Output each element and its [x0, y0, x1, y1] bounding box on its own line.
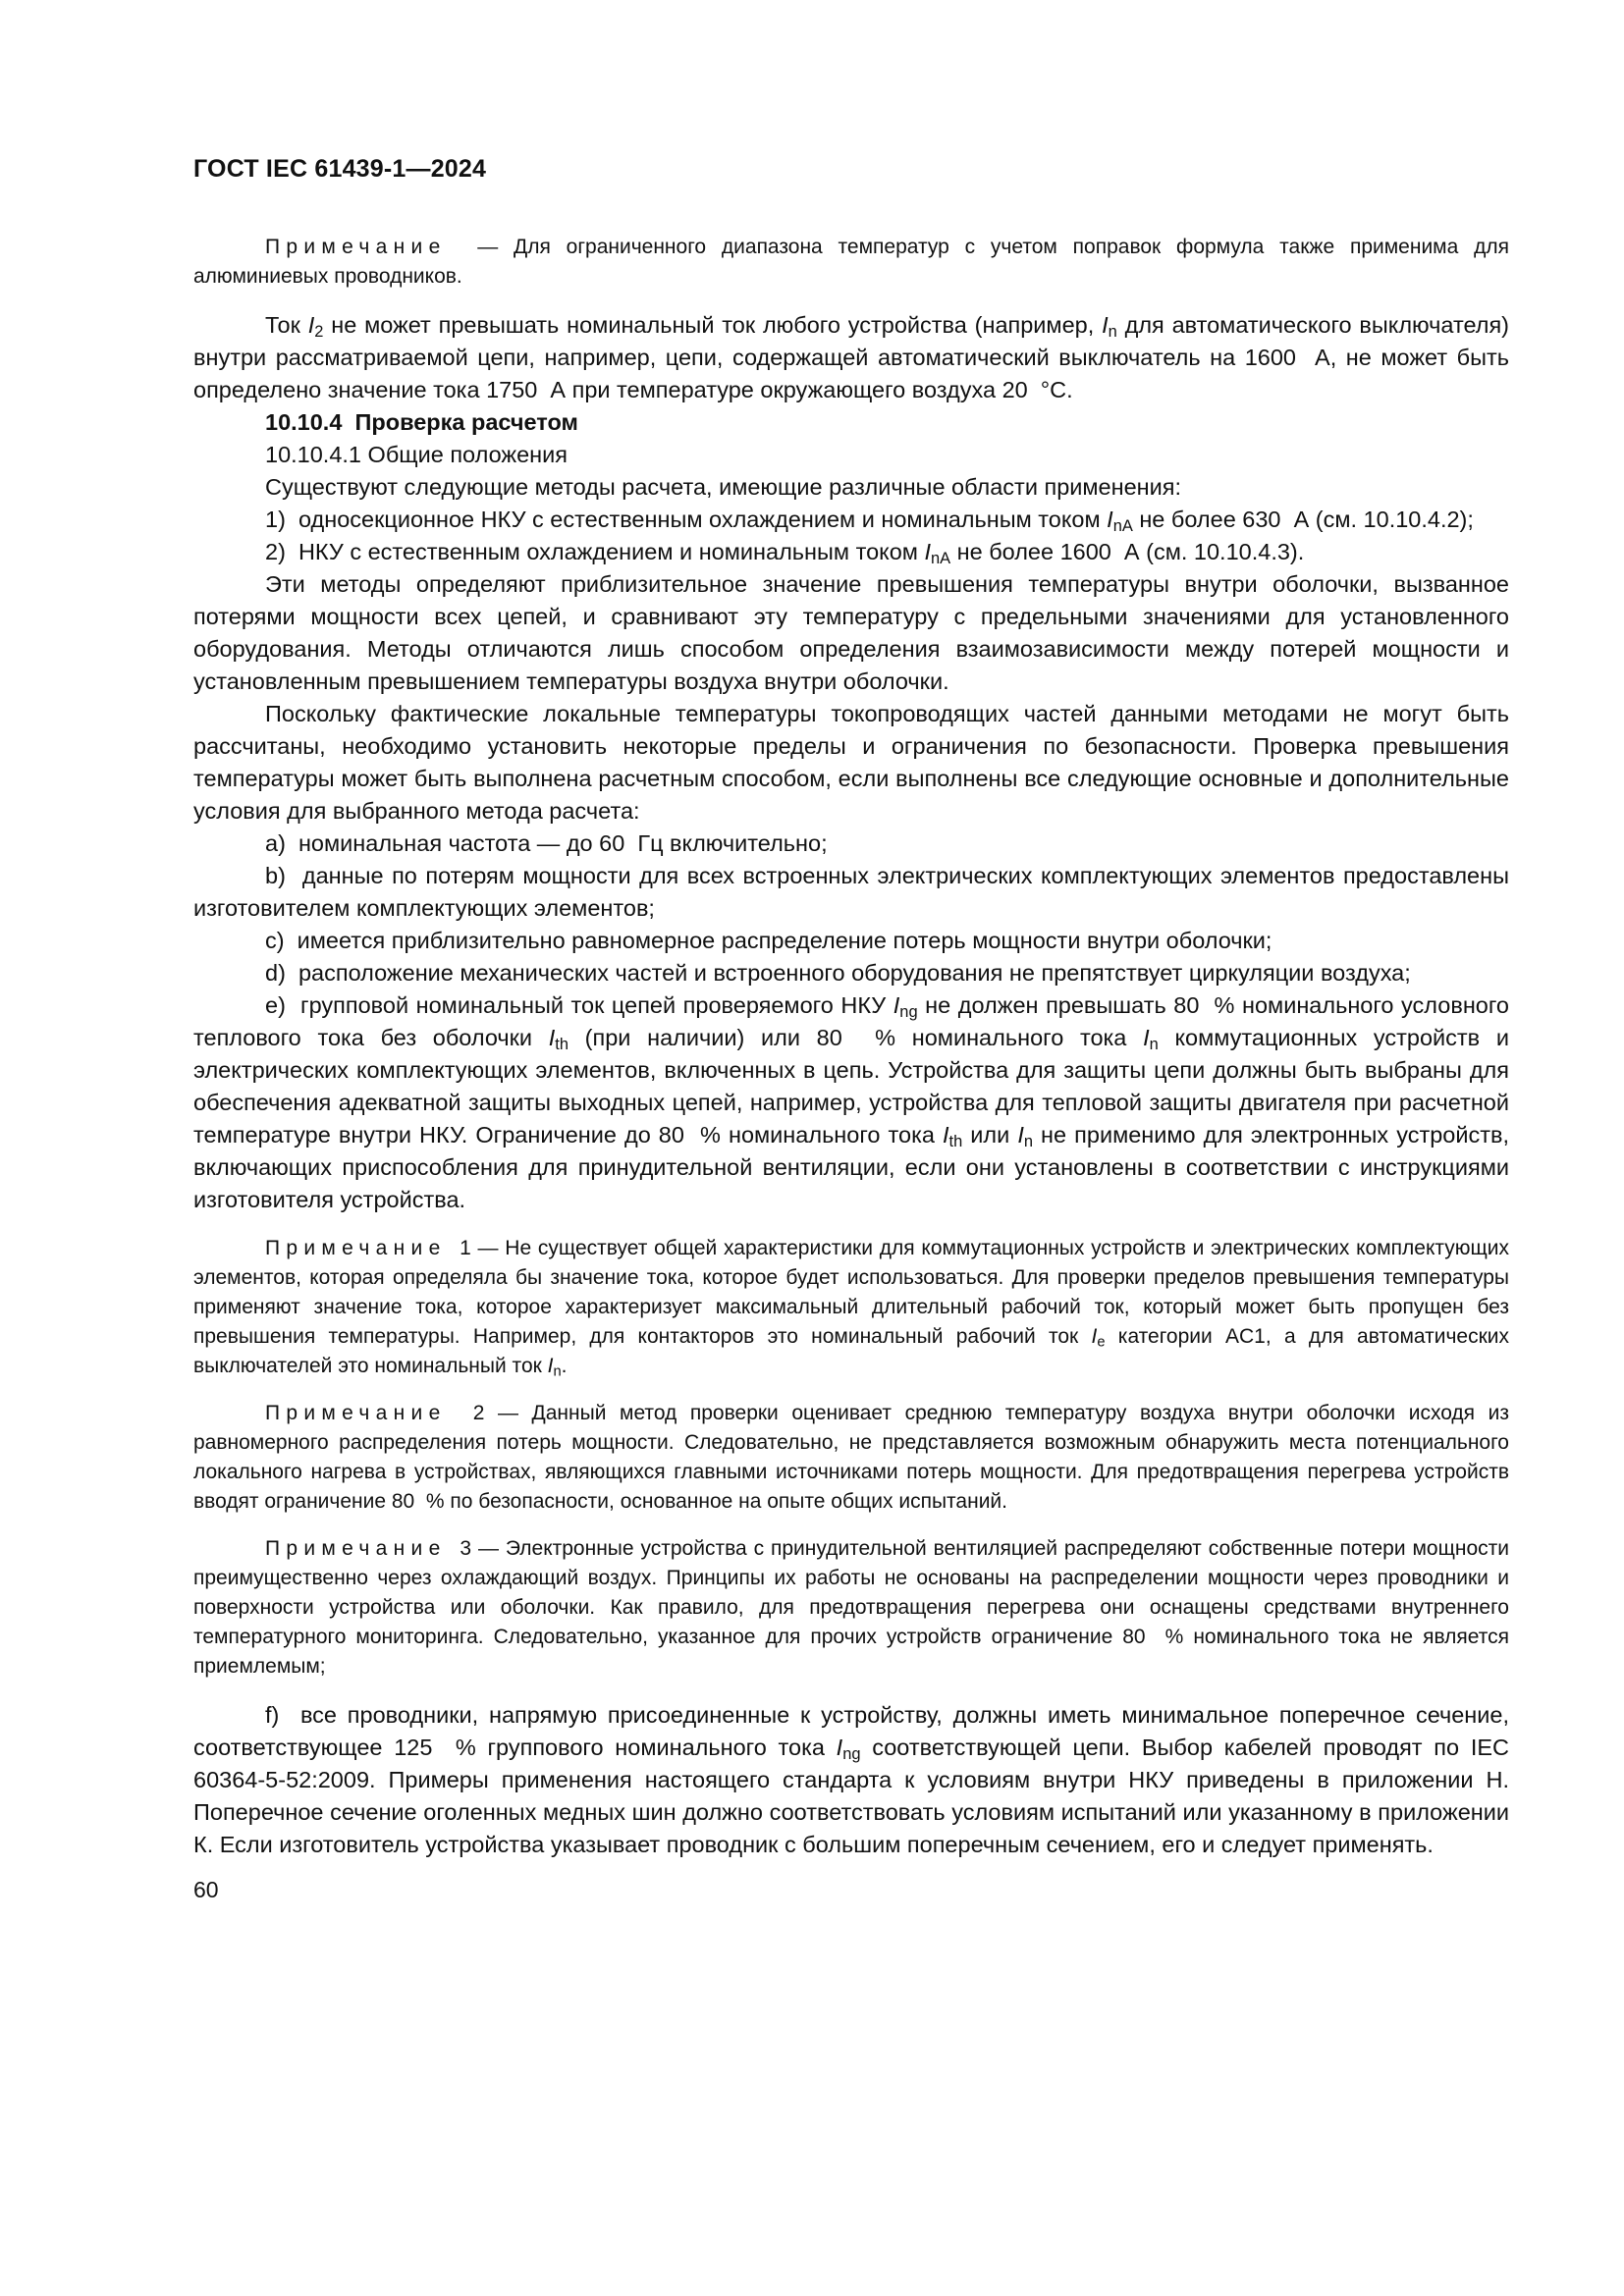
page-content [193, 153, 1509, 1906]
note-2: Примечание 2 — Данный метод проверки оценивает среднюю температуру воздуха внутри оболочки исходя из равномерного распределения потерь мощности. Следовательно, не представляется возможным обнаружить места потенциального локального нагрева в устройствах, являющихся главными источниками потерь мощности. Для предотвращения перегрева устройств вводят ограничение 80 % по безопасности, основанное на опыте общих испытаний. [193, 1402, 1509, 1513]
note-3: Примечание 3 — Электронные устройства с принудительной вентиляцией распределяют собственные потери мощности преимущественно через охлаждающий воздух. Принципы их работы не основаны на распределении мощности через проводники и поверхности устройства или оболочки. Как правило, для предотвращения перегрева они оснащены средствами внутреннего температурного мониторинга. Следовательно, указанное для прочих устройств ограничение 80 % номинального тока не является приемлемым; [193, 1537, 1509, 1678]
list-item-b: b) данные по потерям мощности для всех встроенных электрических комплектующих элементов предоставлены изготовителем комплектующих элементов; [193, 863, 1509, 921]
list-item-e: e) групповой номинальный ток цепей проверяемого НКУ $I_{ng}$ не должен превышать 80 % номинального условного теплового тока без оболочки $I_{th}$ (при наличии) или 80 % номинального тока $I_n$ коммутационных устройств и электрических комплектующих элементов, включенных в цепь. Устройства для защиты цепи должны быть выбраны для обеспечения адекватной защиты выходных цепей, например, устройства для тепловой защиты двигателя при расчетной температуре внутри НКУ. Ограничение до 80 % номинального тока $I_{th}$ или $I_n$ не применимо для электронных устройств, включающих приспособления для принудительной вентиляции, если они установлены в соответствии с инструкциями изготовителя устройства. [193, 992, 1510, 1212]
list-item-c: c) имеется приблизительно равномерное распределение потерь мощности внутри оболочки; [265, 928, 1272, 953]
list-item-1: 1) односекционное НКУ с естественным охлаждением и номинальным током $I_{nA}$ не более 630 А (см. 10.10.4.2); [265, 507, 1474, 536]
list-item-f: f) все проводники, напрямую присоединенные к устройству, должны иметь минимальное поперечное сечение, соответствующее 125 % группового номинального тока $I_{ng}$ соответствующей цепи. Выбор кабелей проводят по IEC 60364-5-52:2009. Примеры применения настоящего стандарта к условиям внутри НКУ приведены в приложении Н. Поперечное сечение оголенных медных шин должно соответствовать условиям испытаний или указанному в приложении К. Если изготовитель устройства указывает проводник с большим поперечным сечением, его и следует применять. [193, 1702, 1509, 1857]
document-content [193, 233, 1509, 1861]
list-item-2: 2) НКУ с естественным охлаждением и номинальным током $I_{nA}$ не более 1600 А (см. 10.10.4.3). [265, 539, 1305, 568]
section-heading-10-10-4: 10.10.4 Проверка расчетом [265, 409, 578, 435]
note-intro: Примечание — Для ограниченного диапазона температур с учетом поправок формула также применима для алюминиевых проводников. [193, 236, 1509, 288]
list-item-d: d) расположение механических частей и встроенного оборудования не препятствует циркуляции воздуха; [265, 960, 1411, 986]
note-1: Примечание 1 — Не существует общей характеристики для коммутационных устройств и электрических комплектующих элементов, которая определяла бы значение тока, которое будет использоваться. Для проверки пределов превышения температуры применяют значение тока, которое характеризует максимальный длительный рабочий ток, который может быть пропущен без превышения температуры. Например, для контакторов это номинальный рабочий ток $I_e$ категории AC1, а для автоматических выключателей это номинальный ток $I_n$. [193, 1237, 1509, 1380]
paragraph-methods-description: Эти методы определяют приблизительное значение превышения температуры внутри оболочки, вызванное потерями мощности всех цепей, и сравнивают эту температуру с предельными значениями для установленного оборудования. Методы отличаются лишь способом определения взаимозависимости между потерей мощности и установленным превышением температуры воздуха внутри оболочки. [193, 571, 1509, 694]
standard-designation: ГОСТ IEC 61439-1—2024 [193, 155, 487, 183]
paragraph-current-i2: Ток $I_2$ не может превышать номинальный ток любого устройства (например, $I_n$ для автоматического выключателя) внутри рассматриваемой цепи, например, цепи, содержащей автоматический выключатель на 1600 А, не может быть определено значение тока 1750 А при температуре окружающего воздуха 20 °С. [193, 312, 1509, 402]
page-number: 60 [193, 1877, 219, 1902]
subsection-heading-10-10-4-1: 10.10.4.1 Общие положения [265, 442, 568, 467]
paragraph-methods-intro: Существуют следующие методы расчета, имеющие различные области применения: [265, 474, 1182, 500]
paragraph-limits-conditions: Поскольку фактические локальные температуры токопроводящих частей данными методами не могут быть рассчитаны, необходимо установить некоторые пределы и ограничения по безопасности. Проверка превышения температуры может быть выполнена расчетным способом, если выполнены все следующие основные и дополнительные условия для выбранного метода расчета: [193, 701, 1509, 824]
list-item-a: a) номинальная частота — до 60 Гц включительно; [265, 830, 828, 856]
